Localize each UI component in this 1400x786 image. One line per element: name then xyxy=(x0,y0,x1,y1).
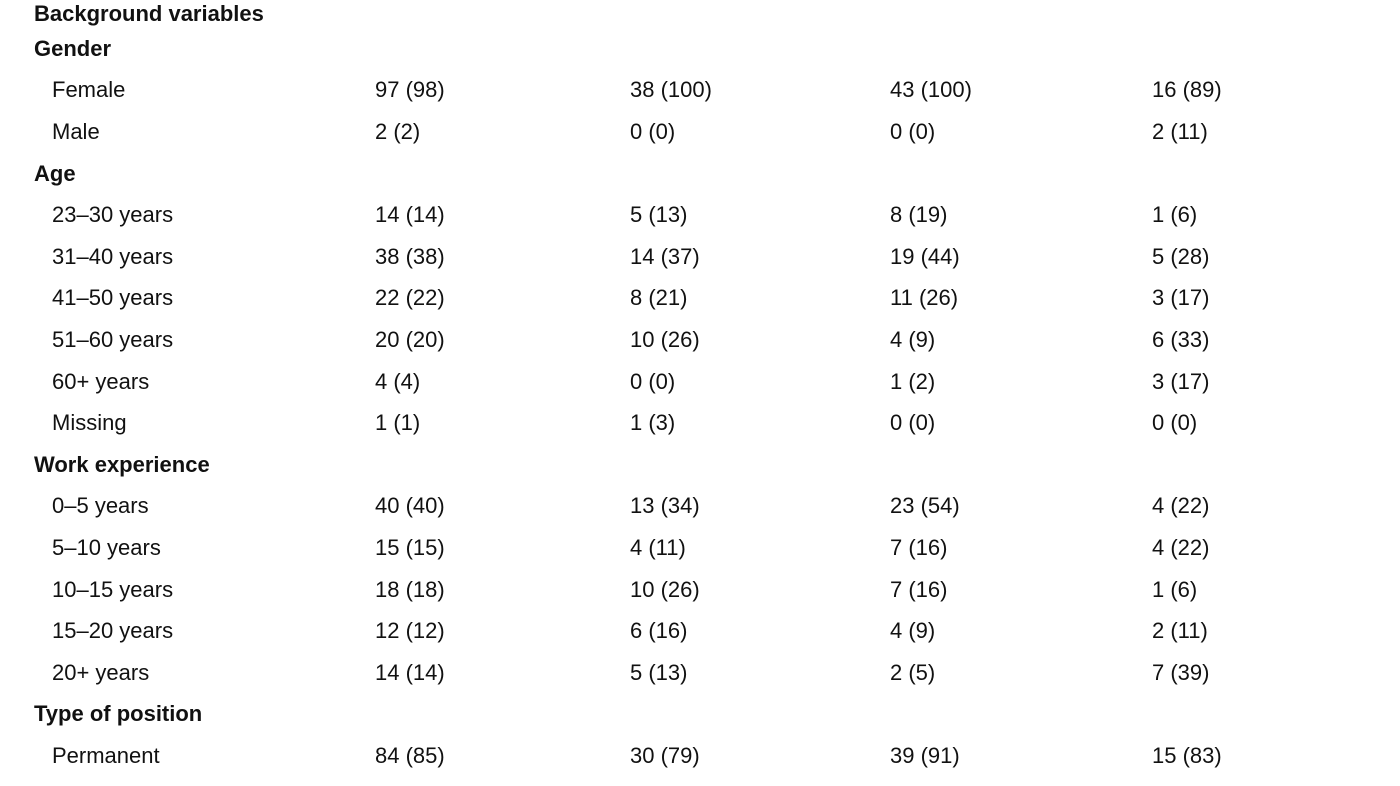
row-label: 5–10 years xyxy=(52,534,161,560)
table-row xyxy=(0,402,1400,444)
cell-value: 5 (13) xyxy=(630,659,688,685)
row-label: 51–60 years xyxy=(52,326,174,352)
row-label: 10–15 years xyxy=(52,576,174,602)
cell-value: 15 (15) xyxy=(375,534,445,560)
cell-value: 8 (19) xyxy=(890,202,948,228)
cell-value: 0 (0) xyxy=(890,118,936,144)
table-row xyxy=(0,652,1400,694)
cell-value: 6 (33) xyxy=(1152,326,1210,352)
section-heading-type-of-position xyxy=(0,694,1400,736)
cell-value: 1 (1) xyxy=(375,410,421,436)
table-row xyxy=(0,527,1400,569)
cell-value: 14 (37) xyxy=(630,243,700,269)
table-row xyxy=(0,486,1400,528)
section-heading: Type of position xyxy=(34,701,203,727)
cell-value: 12 (12) xyxy=(375,618,445,644)
table-row xyxy=(0,361,1400,403)
cell-value: 84 (85) xyxy=(375,742,445,768)
cell-value: 4 (9) xyxy=(890,326,936,352)
table-row xyxy=(0,236,1400,278)
table-row xyxy=(0,194,1400,236)
cell-value: 19 (44) xyxy=(890,243,960,269)
cell-value: 11 (26) xyxy=(890,285,959,311)
cell-value: 97 (98) xyxy=(375,77,445,103)
cell-value: 40 (40) xyxy=(375,493,445,519)
row-label: 20+ years xyxy=(52,659,150,685)
cell-value: 39 (91) xyxy=(890,742,960,768)
cell-value: 14 (14) xyxy=(375,659,445,685)
row-label: 0–5 years xyxy=(52,493,149,519)
cell-value: 2 (5) xyxy=(890,659,936,685)
cell-value: 7 (39) xyxy=(1152,659,1210,685)
cell-value: 3 (17) xyxy=(1152,285,1210,311)
cell-value: 15 (83) xyxy=(1152,742,1222,768)
cell-value: 22 (22) xyxy=(375,285,445,311)
table-row xyxy=(0,735,1400,777)
cell-value: 0 (0) xyxy=(630,368,676,394)
table-row xyxy=(0,319,1400,361)
section-heading-age xyxy=(0,153,1400,195)
row-label: 31–40 years xyxy=(52,243,174,269)
cell-value: 5 (28) xyxy=(1152,243,1210,269)
cell-value: 38 (100) xyxy=(630,77,712,103)
cell-value: 6 (16) xyxy=(630,618,688,644)
cell-value: 3 (17) xyxy=(1152,368,1210,394)
table-row xyxy=(0,278,1400,320)
table-row xyxy=(0,610,1400,652)
cell-value: 4 (22) xyxy=(1152,493,1210,519)
cell-value: 1 (3) xyxy=(630,410,676,436)
cell-value: 4 (4) xyxy=(375,368,421,394)
cell-value: 7 (16) xyxy=(890,576,948,602)
cell-value: 5 (13) xyxy=(630,202,688,228)
cell-value: 18 (18) xyxy=(375,576,445,602)
cell-value: 4 (22) xyxy=(1152,534,1210,560)
section-heading: Age xyxy=(34,160,76,186)
cell-value: 2 (11) xyxy=(1152,118,1208,144)
row-label: 23–30 years xyxy=(52,202,174,228)
cell-value: 38 (38) xyxy=(375,243,445,269)
cell-value: 2 (2) xyxy=(375,118,421,144)
cell-value: 1 (6) xyxy=(1152,576,1198,602)
row-label: 15–20 years xyxy=(52,618,174,644)
row-label: Female xyxy=(52,77,126,103)
cell-value: 1 (2) xyxy=(890,368,936,394)
section-heading: Gender xyxy=(34,35,112,61)
cell-value: 23 (54) xyxy=(890,493,960,519)
cell-value: 0 (0) xyxy=(1152,410,1198,436)
cell-value: 0 (0) xyxy=(630,118,676,144)
cell-value: 0 (0) xyxy=(890,410,936,436)
cell-value: 7 (16) xyxy=(890,534,948,560)
table-title-row xyxy=(0,0,1400,28)
table-row xyxy=(0,111,1400,153)
cell-value: 4 (11) xyxy=(630,534,686,560)
table-title: Background variables xyxy=(34,1,264,26)
cell-value: 10 (26) xyxy=(630,326,700,352)
cell-value: 14 (14) xyxy=(375,202,445,228)
section-heading-work-experience xyxy=(0,444,1400,486)
row-label: 41–50 years xyxy=(52,285,174,311)
section-heading: Work experience xyxy=(34,451,210,477)
table-row xyxy=(0,70,1400,112)
cell-value: 10 (26) xyxy=(630,576,700,602)
cell-value: 2 (11) xyxy=(1152,618,1208,644)
row-label: Permanent xyxy=(52,742,160,768)
cell-value: 43 (100) xyxy=(890,77,972,103)
cell-value: 20 (20) xyxy=(375,326,445,352)
section-heading-gender xyxy=(0,28,1400,70)
cell-value: 13 (34) xyxy=(630,493,700,519)
cell-value: 16 (89) xyxy=(1152,77,1222,103)
cell-value: 8 (21) xyxy=(630,285,688,311)
row-label: Male xyxy=(52,118,100,144)
row-label: 60+ years xyxy=(52,368,150,394)
cell-value: 1 (6) xyxy=(1152,202,1198,228)
table-row xyxy=(0,569,1400,611)
cell-value: 30 (79) xyxy=(630,742,700,768)
cell-value: 4 (9) xyxy=(890,618,936,644)
row-label: Missing xyxy=(52,410,127,436)
